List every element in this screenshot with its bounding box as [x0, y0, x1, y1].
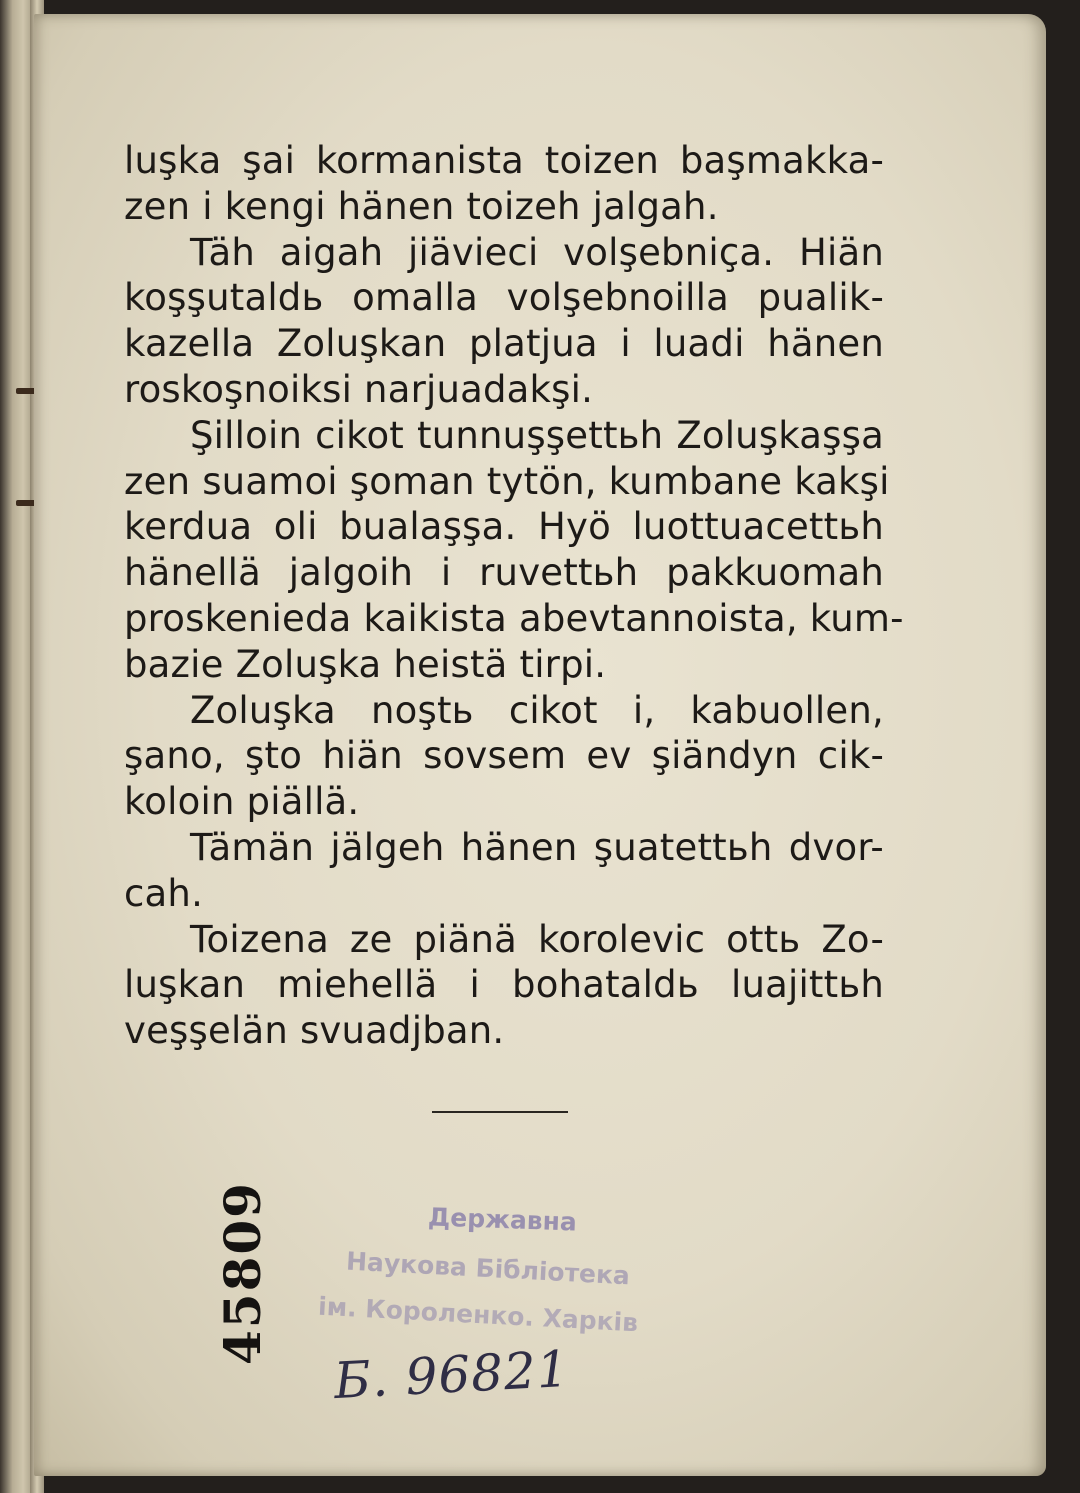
library-stamp-line: Державна: [427, 1202, 578, 1237]
inventory-number: 45809: [213, 1181, 272, 1365]
text-line: Zoluşka noştь cikot i, kabuollen,: [190, 688, 884, 732]
library-stamp-line: ім. Короленко. Харків: [317, 1291, 639, 1338]
text-line: veşşelän svuadjban.: [124, 1009, 505, 1053]
text-line: Tämän jälgeh hänen şuatettьh dvor-: [190, 825, 884, 869]
text-line: luşka şai kormanista toizen başmakka-: [124, 139, 884, 182]
text-line: şano, şto hiän sovsem ev şiändyn cik-: [124, 734, 884, 778]
handwritten-shelf-mark: Б. 96821: [332, 1339, 571, 1411]
text-line: hänellä jalgoih i ruvettьh pakkuomah: [124, 551, 884, 595]
text-line: cah.: [124, 871, 204, 915]
text-line: Täh aigah jiävieci volşebniça. Hiän: [190, 230, 884, 274]
text-line: bazie Zoluşka heistä tirpi.: [124, 642, 607, 686]
text-line: proskenieda kaikista abevtannoista, kum-: [124, 596, 904, 640]
end-divider: [432, 1111, 568, 1113]
text-line: luşkan miehellä i bohataldь luajittьh: [124, 963, 884, 1007]
text-line: koloin piällä.: [124, 780, 360, 824]
text-line: roskoşnoiksi narjuadakşi.: [124, 367, 594, 411]
text-line: zen i kengi hänen toizeh jalgah.: [124, 184, 719, 228]
text-line: kerdua oli bualaşşa. Hyö luottuacettьh: [124, 505, 884, 549]
text-line: koşşutaldь omalla volşebnoilla pualik-: [124, 276, 884, 320]
text-line: Toizena ze piänä korolevic ottь Zo-: [190, 917, 884, 961]
text-line: kazella Zoluşkan platjua i luadi hänen: [124, 322, 884, 366]
text-line: Şilloin cikot tunnuşşettьh Zoluşkaşşa: [190, 413, 884, 457]
text-line: zen suamoi şoman tytön, kumbane kakşi: [124, 459, 890, 503]
library-stamp-line: Наукова Бібліотека: [345, 1246, 631, 1291]
body-text: [124, 138, 904, 1054]
